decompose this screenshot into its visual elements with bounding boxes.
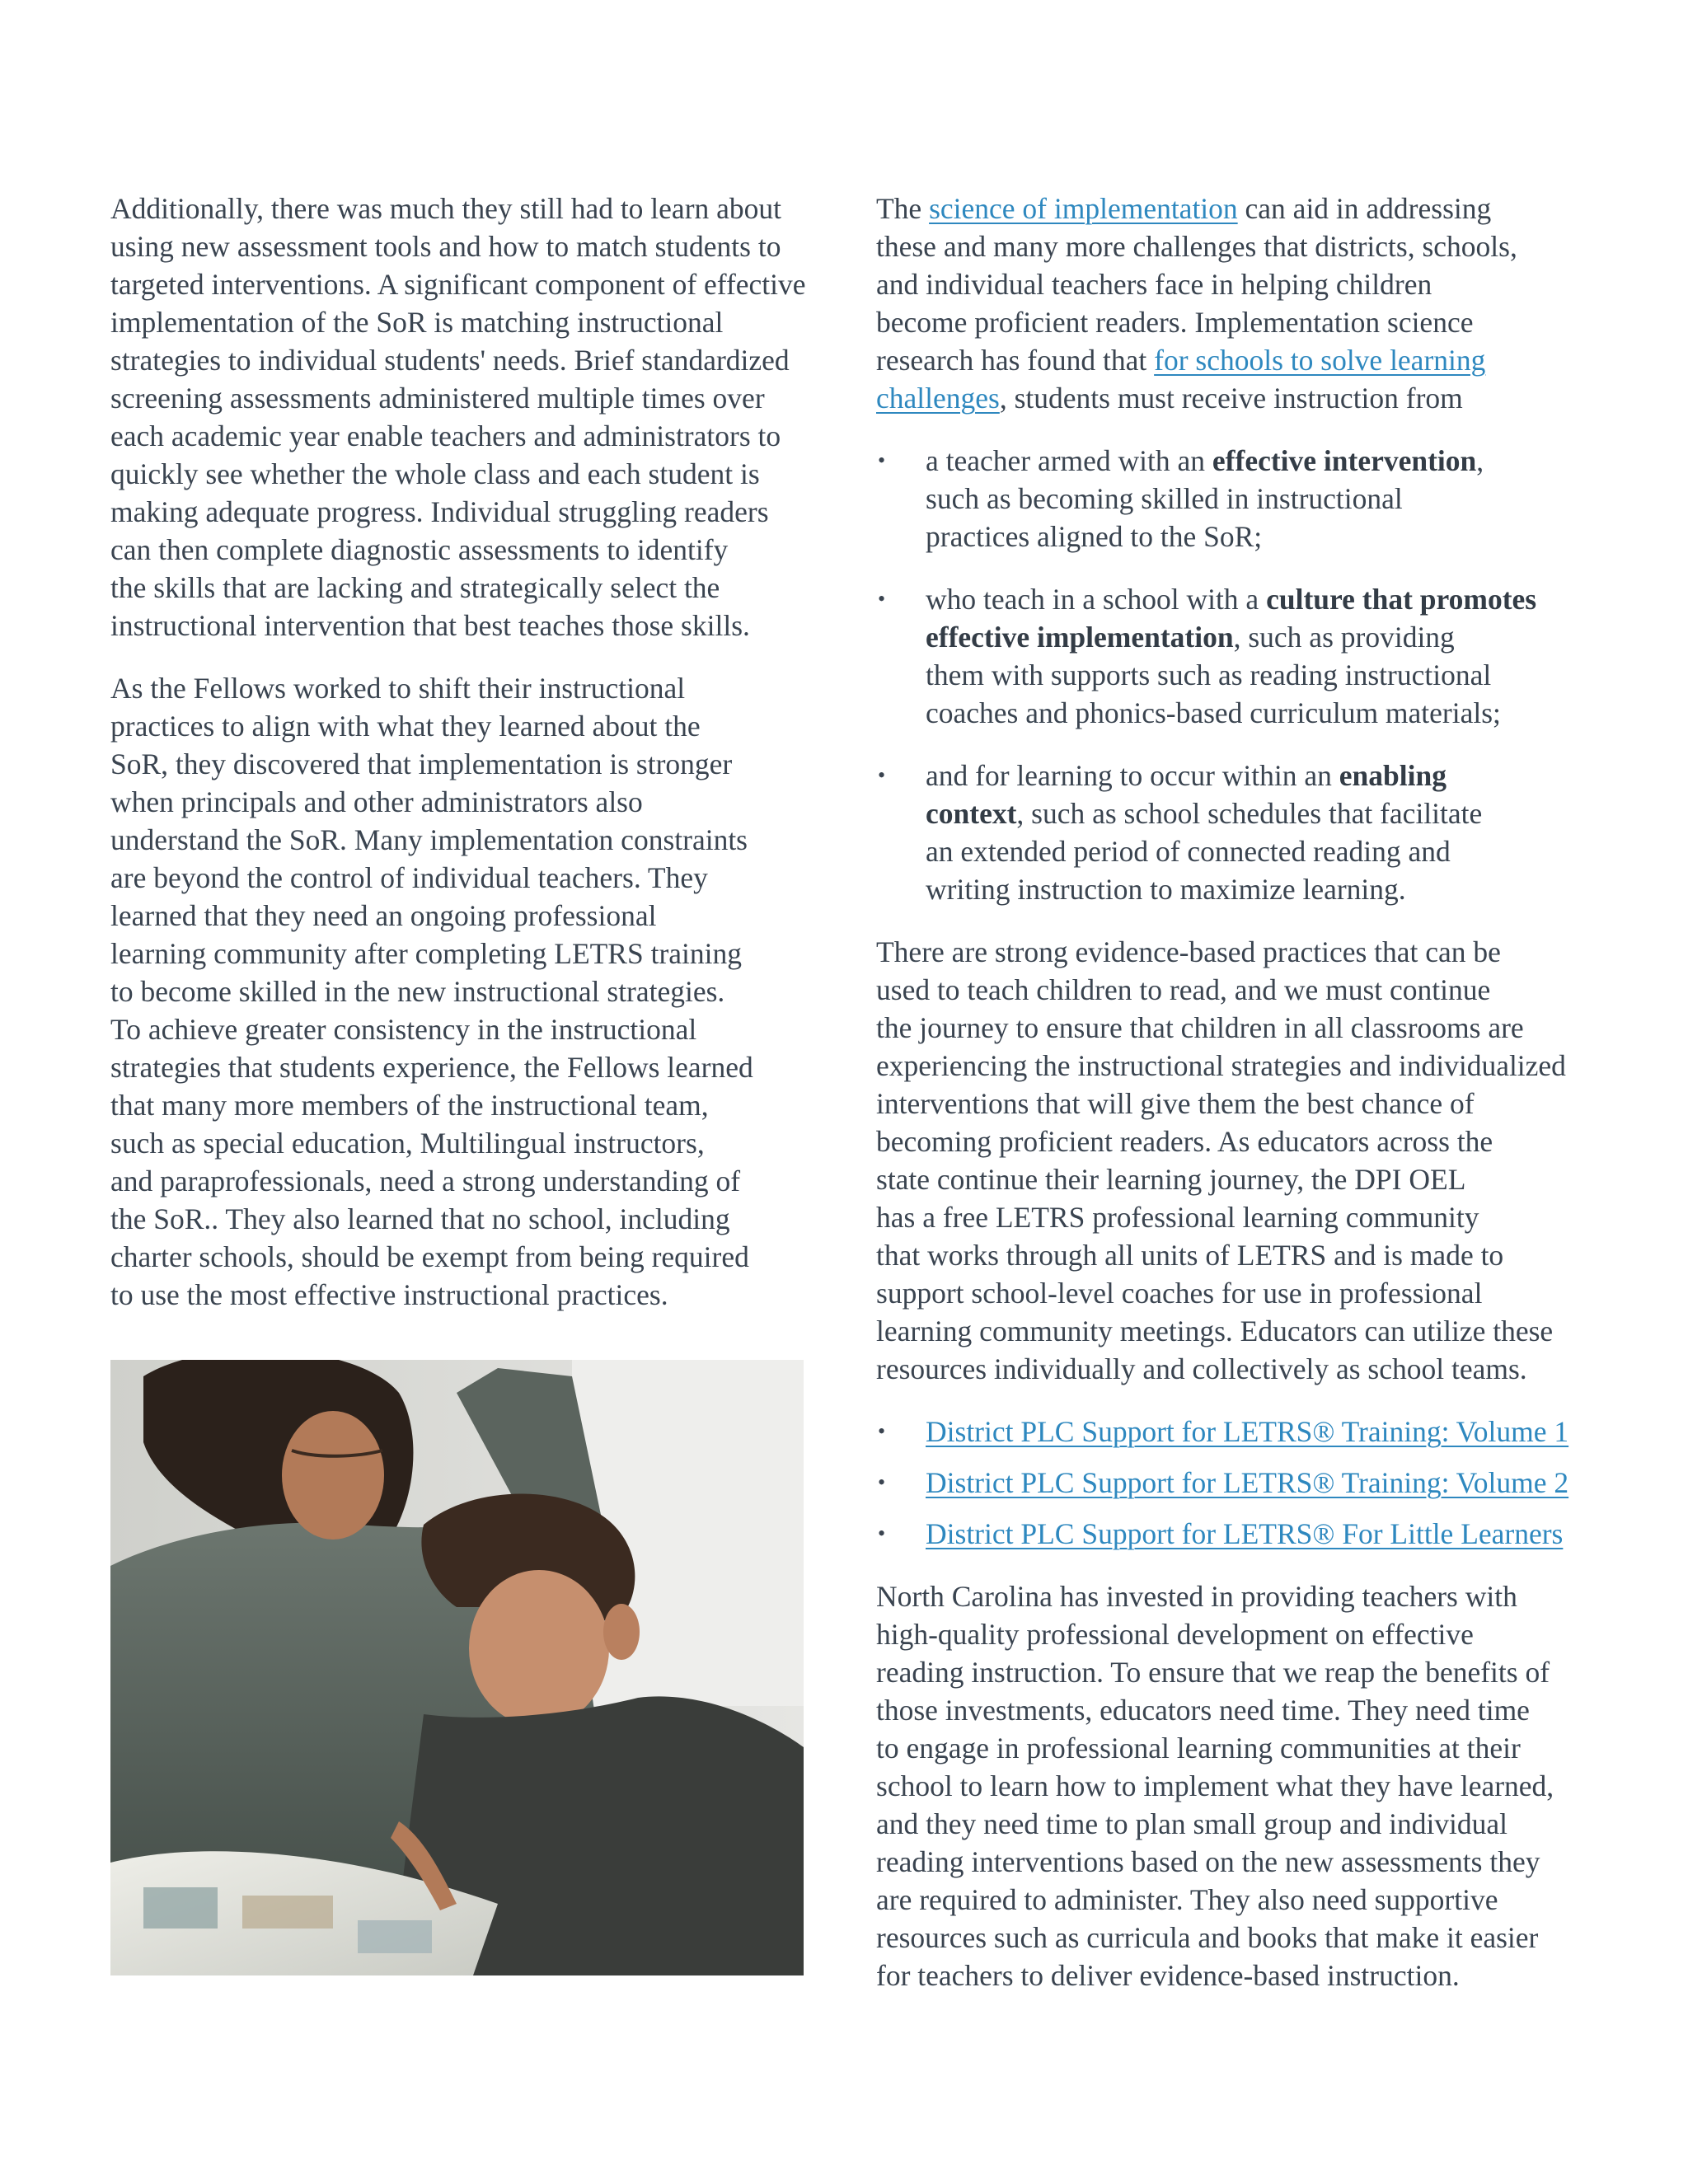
text-segment: and for learning to occur within an bbox=[926, 759, 1339, 792]
text-line: such as special education, Multilingual instructors, bbox=[110, 1127, 705, 1160]
text-line: and paraprofessionals, need a strong understanding of bbox=[110, 1165, 741, 1197]
bold-term: culture that promotes bbox=[1266, 583, 1537, 616]
text-segment: who teach in a school with a bbox=[926, 583, 1267, 616]
text-line: those investments, educators need time. They need time bbox=[876, 1694, 1530, 1727]
text-line: to use the most effective instructional practices. bbox=[110, 1278, 668, 1311]
text-line: implementation of the SoR is matching instructional bbox=[110, 306, 724, 339]
bold-term: effective implementation bbox=[926, 621, 1234, 654]
text-line bbox=[926, 580, 1585, 618]
text-line: North Carolina has invested in providing teachers with bbox=[876, 1580, 1517, 1613]
text-line: support school-level coaches for use in professional bbox=[876, 1277, 1483, 1310]
text-line: resources individually and collectively as school teams. bbox=[876, 1352, 1527, 1385]
right-column bbox=[876, 190, 1585, 2019]
text-line: learned that they need an ongoing professional bbox=[110, 899, 657, 932]
text-segment: can aid in addressing bbox=[1237, 192, 1492, 225]
text-line: when principals and other administrators also bbox=[110, 785, 643, 818]
text-line: instructional intervention that best teaches those skills. bbox=[110, 609, 750, 642]
text-line bbox=[926, 442, 1585, 480]
text-line: practices aligned to the SoR; bbox=[926, 520, 1263, 553]
text-line: experiencing the instructional strategies and individualized bbox=[876, 1049, 1566, 1082]
list-item bbox=[876, 580, 1585, 732]
text-line bbox=[876, 190, 1585, 227]
text-line: screening assessments administered multiple times over bbox=[110, 382, 765, 415]
text-line: each academic year enable teachers and administrators to bbox=[110, 419, 781, 452]
text-line: are required to administer. They also need supportive bbox=[876, 1883, 1498, 1916]
text-segment: , such as providing bbox=[1233, 621, 1455, 654]
text-line: practices to align with what they learned about the bbox=[110, 710, 701, 743]
text-segment: research has found that bbox=[876, 344, 1155, 377]
instruction-requirements-list bbox=[876, 442, 1585, 908]
text-line: reading interventions based on the new assessments they bbox=[876, 1845, 1540, 1878]
paragraph-science-of-implementation bbox=[876, 190, 1585, 417]
text-line: interventions that will give them the best chance of bbox=[876, 1087, 1475, 1120]
text-line: the skills that are lacking and strategically select the bbox=[110, 571, 720, 604]
text-line: used to teach children to read, and we must continue bbox=[876, 973, 1491, 1006]
list-item bbox=[876, 1413, 1585, 1451]
text-segment: , such as school schedules that facilitate bbox=[1016, 797, 1483, 830]
bullet-icon: • bbox=[878, 1419, 886, 1443]
bullet-icon: • bbox=[878, 448, 886, 472]
text-line: As the Fellows worked to shift their instructional bbox=[110, 672, 686, 705]
paragraph-fellows bbox=[110, 669, 811, 1314]
bullet-icon: • bbox=[878, 763, 886, 787]
solve-learning-challenges-link-cont[interactable]: challenges bbox=[876, 382, 1000, 415]
text-line bbox=[876, 379, 1585, 417]
text-line bbox=[926, 618, 1585, 656]
text-line: becoming proficient readers. As educators across the bbox=[876, 1125, 1493, 1158]
list-item bbox=[876, 1464, 1585, 1502]
text-line: that many more members of the instructional team, bbox=[110, 1089, 709, 1122]
text-line: learning community meetings. Educators can utilize these bbox=[876, 1315, 1554, 1347]
text-line bbox=[926, 794, 1585, 832]
text-segment: a teacher armed with an bbox=[926, 444, 1212, 477]
paragraph-assessment bbox=[110, 190, 811, 644]
list-item bbox=[876, 442, 1585, 555]
science-of-implementation-link[interactable]: science of implementation bbox=[929, 192, 1238, 225]
list-item bbox=[876, 1515, 1585, 1553]
text-line: strategies to individual students' needs. Brief standardized bbox=[110, 344, 790, 377]
text-line: these and many more challenges that districts, schools, bbox=[876, 230, 1517, 263]
text-line: resources such as curricula and books that make it easier bbox=[876, 1921, 1539, 1954]
text-line: to become skilled in the new instructional strategies. bbox=[110, 975, 725, 1008]
text-line: them with supports such as reading instructional bbox=[926, 658, 1492, 691]
text-line: the journey to ensure that children in all classrooms are bbox=[876, 1011, 1524, 1044]
bullet-icon: • bbox=[878, 1521, 886, 1545]
text-line: such as becoming skilled in instructional bbox=[926, 482, 1403, 515]
text-line: can then complete diagnostic assessments to identify bbox=[110, 533, 729, 566]
text-line: for teachers to deliver evidence-based instruction. bbox=[876, 1959, 1460, 1992]
text-line: an extended period of connected reading and bbox=[926, 835, 1451, 868]
bold-term: enabling bbox=[1339, 759, 1447, 792]
text-line: strategies that students experience, the Fellows learned bbox=[110, 1051, 753, 1084]
text-line: and they need time to plan small group and individual bbox=[876, 1807, 1508, 1840]
text-line: making adequate progress. Individual struggling readers bbox=[110, 495, 769, 528]
bold-term: effective intervention bbox=[1212, 444, 1477, 477]
text-segment: , students must receive instruction from bbox=[999, 382, 1463, 415]
list-item bbox=[876, 757, 1585, 908]
text-line: school to learn how to implement what they have learned, bbox=[876, 1769, 1554, 1802]
text-line bbox=[876, 341, 1585, 379]
paragraph-north-carolina bbox=[876, 1577, 1585, 1994]
text-line: There are strong evidence-based practices that can be bbox=[876, 935, 1501, 968]
bullet-icon: • bbox=[878, 1470, 886, 1494]
plc-volume-2-link[interactable]: District PLC Support for LETRS® Training: Volume 2 bbox=[926, 1466, 1569, 1499]
text-line: that works through all units of LETRS and is made to bbox=[876, 1239, 1504, 1272]
text-line: has a free LETRS professional learning community bbox=[876, 1201, 1479, 1234]
text-line: become proficient readers. Implementation science bbox=[876, 306, 1474, 339]
text-line: state continue their learning journey, the DPI OEL bbox=[876, 1163, 1466, 1196]
text-line: coaches and phonics-based curriculum materials; bbox=[926, 696, 1501, 729]
text-line: and individual teachers face in helping children bbox=[876, 268, 1432, 301]
bold-term: context bbox=[926, 797, 1017, 830]
text-line: using new assessment tools and how to match students to bbox=[110, 230, 781, 263]
text-line: to engage in professional learning communities at their bbox=[876, 1732, 1521, 1765]
plc-resource-links bbox=[876, 1413, 1585, 1553]
text-segment: The bbox=[876, 192, 930, 225]
left-column bbox=[110, 190, 811, 1338]
text-line bbox=[926, 757, 1585, 794]
text-line: learning community after completing LETRS training bbox=[110, 937, 743, 970]
text-segment: , bbox=[1476, 444, 1484, 477]
text-line: Additionally, there was much they still had to learn about bbox=[110, 192, 782, 225]
text-line: high-quality professional development on effective bbox=[876, 1618, 1474, 1651]
text-line: reading instruction. To ensure that we reap the benefits of bbox=[876, 1656, 1550, 1689]
text-line: the SoR.. They also learned that no school, including bbox=[110, 1202, 730, 1235]
text-line: charter schools, should be exempt from being required bbox=[110, 1240, 749, 1273]
bullet-icon: • bbox=[878, 587, 886, 611]
solve-learning-challenges-link[interactable]: for schools to solve learning bbox=[1154, 344, 1486, 377]
plc-volume-1-link[interactable]: District PLC Support for LETRS® Training: Volume 1 bbox=[926, 1415, 1569, 1448]
text-line: understand the SoR. Many implementation constraints bbox=[110, 823, 748, 856]
text-line: writing instruction to maximize learning. bbox=[926, 873, 1406, 906]
text-line: are beyond the control of individual teachers. They bbox=[110, 861, 708, 894]
text-line: targeted interventions. A significant component of effective bbox=[110, 268, 806, 301]
text-line: To achieve greater consistency in the instructional bbox=[110, 1013, 697, 1046]
text-line: quickly see whether the whole class and each student is bbox=[110, 457, 760, 490]
paragraph-evidence-based bbox=[876, 933, 1585, 1388]
text-line: SoR, they discovered that implementation is stronger bbox=[110, 748, 733, 780]
teacher-student-reading-photo bbox=[110, 1360, 804, 1975]
plc-little-learners-link[interactable]: District PLC Support for LETRS® For Little Learners bbox=[926, 1517, 1564, 1550]
